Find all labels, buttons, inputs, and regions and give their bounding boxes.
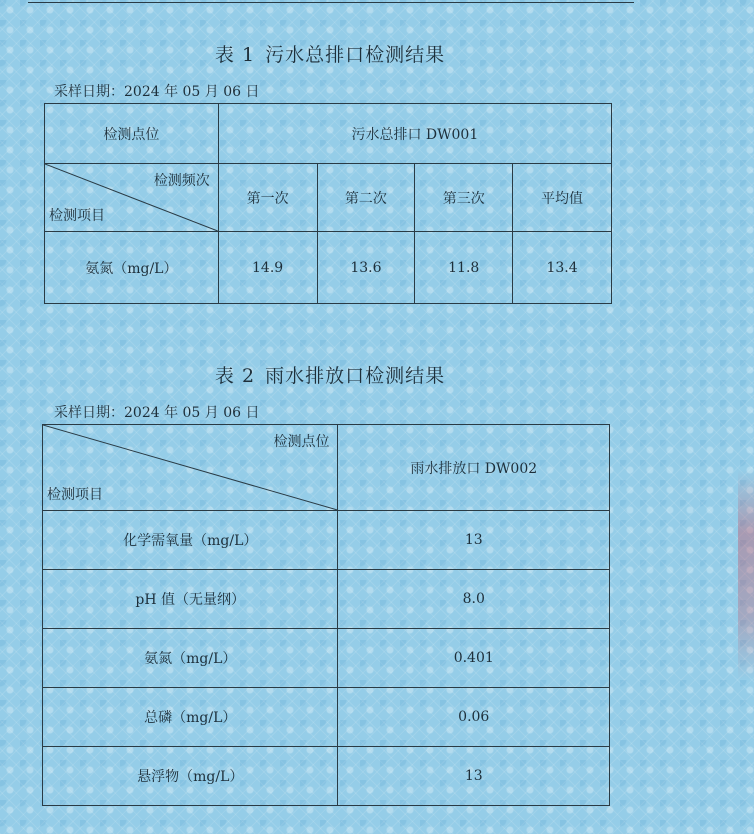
table2-row-value: 13 bbox=[338, 747, 610, 806]
table1-point-value: 污水总排口 DW001 bbox=[218, 104, 611, 164]
table1-point-label: 检测点位 bbox=[45, 104, 219, 164]
top-rule bbox=[28, 2, 634, 3]
table2-title-text: 雨水排放口检测结果 bbox=[265, 365, 446, 387]
table2-row-value: 13 bbox=[338, 511, 610, 570]
table1-value-1: 14.9 bbox=[218, 232, 317, 304]
table1-point-row bbox=[45, 104, 612, 164]
table1-sampling-date: 采样日期：2024 年 05 月 06 日 bbox=[54, 84, 260, 100]
table-row bbox=[43, 511, 610, 570]
table1-title-label: 表 1 bbox=[214, 44, 256, 66]
table2 bbox=[42, 424, 610, 806]
table-row bbox=[43, 747, 610, 806]
table2-point-value: 雨水排放口 DW002 bbox=[338, 425, 610, 511]
table2-row-item: 化学需氧量（mg/L） bbox=[43, 511, 338, 570]
table1-title-text: 污水总排口检测结果 bbox=[265, 44, 446, 66]
table-row bbox=[45, 232, 612, 304]
table1-row-item: 氨氮（mg/L） bbox=[45, 232, 219, 304]
table1-value-avg: 13.4 bbox=[513, 232, 612, 304]
table1-col-2: 第二次 bbox=[317, 164, 415, 232]
table1-value-2: 13.6 bbox=[317, 232, 415, 304]
red-seal-stamp bbox=[738, 470, 754, 680]
table2-header-point: 检测点位 bbox=[273, 434, 330, 450]
table2-row-item: 悬浮物（mg/L） bbox=[43, 747, 338, 806]
table-row bbox=[43, 629, 610, 688]
table2-title bbox=[0, 361, 660, 388]
table2-row-item: pH 值（无量纲） bbox=[43, 570, 338, 629]
table2-row-value: 0.06 bbox=[338, 688, 610, 747]
table2-header-row bbox=[43, 425, 610, 511]
table2-row-item: 总磷（mg/L） bbox=[43, 688, 338, 747]
table1-header-freq: 检测频次 bbox=[153, 173, 210, 189]
table1-col-avg: 平均值 bbox=[513, 164, 612, 232]
table1-header-item: 检测项目 bbox=[49, 208, 105, 224]
table2-row-value: 8.0 bbox=[338, 570, 610, 629]
table2-header-item: 检测项目 bbox=[47, 487, 103, 503]
table1-value-3: 11.8 bbox=[415, 232, 513, 304]
table1-title bbox=[0, 40, 660, 67]
table2-diagonal-header bbox=[43, 425, 338, 511]
table1 bbox=[44, 103, 612, 304]
table1-col-3: 第三次 bbox=[415, 164, 513, 232]
table-row bbox=[43, 570, 610, 629]
table1-col-1: 第一次 bbox=[218, 164, 317, 232]
table1-header-row bbox=[45, 164, 612, 232]
table2-title-label: 表 2 bbox=[214, 365, 256, 387]
table2-sampling-date: 采样日期：2024 年 05 月 06 日 bbox=[54, 405, 260, 421]
table1-diagonal-header bbox=[45, 164, 219, 232]
table2-row-item: 氨氮（mg/L） bbox=[43, 629, 338, 688]
table2-row-value: 0.401 bbox=[338, 629, 610, 688]
table-row bbox=[43, 688, 610, 747]
